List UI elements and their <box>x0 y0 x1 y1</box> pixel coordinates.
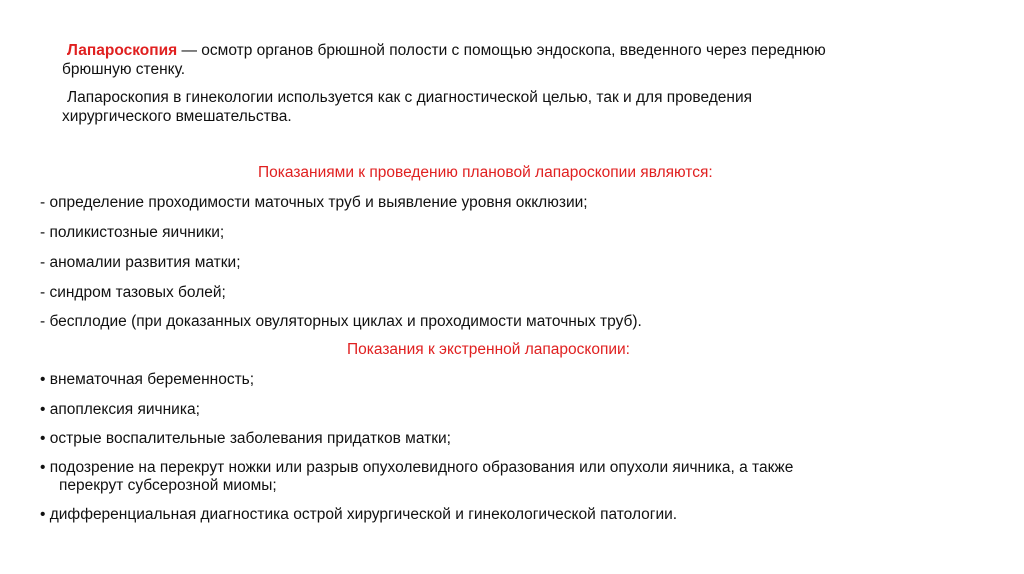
emergency-heading: Показания к экстренной лапароскопии: <box>347 341 630 358</box>
emergency-item: • внематочная беременность; <box>40 371 255 388</box>
planned-item: - определение проходимости маточных труб и выявление уровня окклюзии; <box>40 194 588 211</box>
emergency-item: • дифференциальная диагностика острой хирургической и гинекологической патологии. <box>40 506 678 523</box>
intro-term: Лапароскопия <box>67 42 178 59</box>
intro-definition-line1 <box>67 41 826 60</box>
planned-item: - аномалии развития матки; <box>40 254 241 271</box>
intro-usage-line1: Лапароскопия в гинекологии используется как с диагностической целью, так и для проведения <box>67 89 753 106</box>
intro-usage-line2: хирургического вмешательства. <box>62 108 292 125</box>
planned-heading: Показаниями к проведению плановой лапароскопии являются: <box>258 164 713 181</box>
intro-definition-text: — осмотр органов брюшной полости с помощью эндоскопа, введенного через переднюю <box>177 42 826 59</box>
emergency-item: • апоплексия яичника; <box>40 401 200 418</box>
emergency-item-continuation: перекрут субсерозной миомы; <box>59 477 277 494</box>
planned-item: - поликистозные яичники; <box>40 224 225 241</box>
intro-definition-line2: брюшную стенку. <box>62 61 186 78</box>
planned-item: - бесплодие (при доказанных овуляторных циклах и проходимости маточных труб). <box>40 313 642 330</box>
planned-item: - синдром тазовых болей; <box>40 284 226 301</box>
emergency-item: • острые воспалительные заболевания придатков матки; <box>40 430 451 447</box>
emergency-item: • подозрение на перекрут ножки или разрыв опухолевидного образования или опухоли яичника, а также <box>40 459 794 476</box>
